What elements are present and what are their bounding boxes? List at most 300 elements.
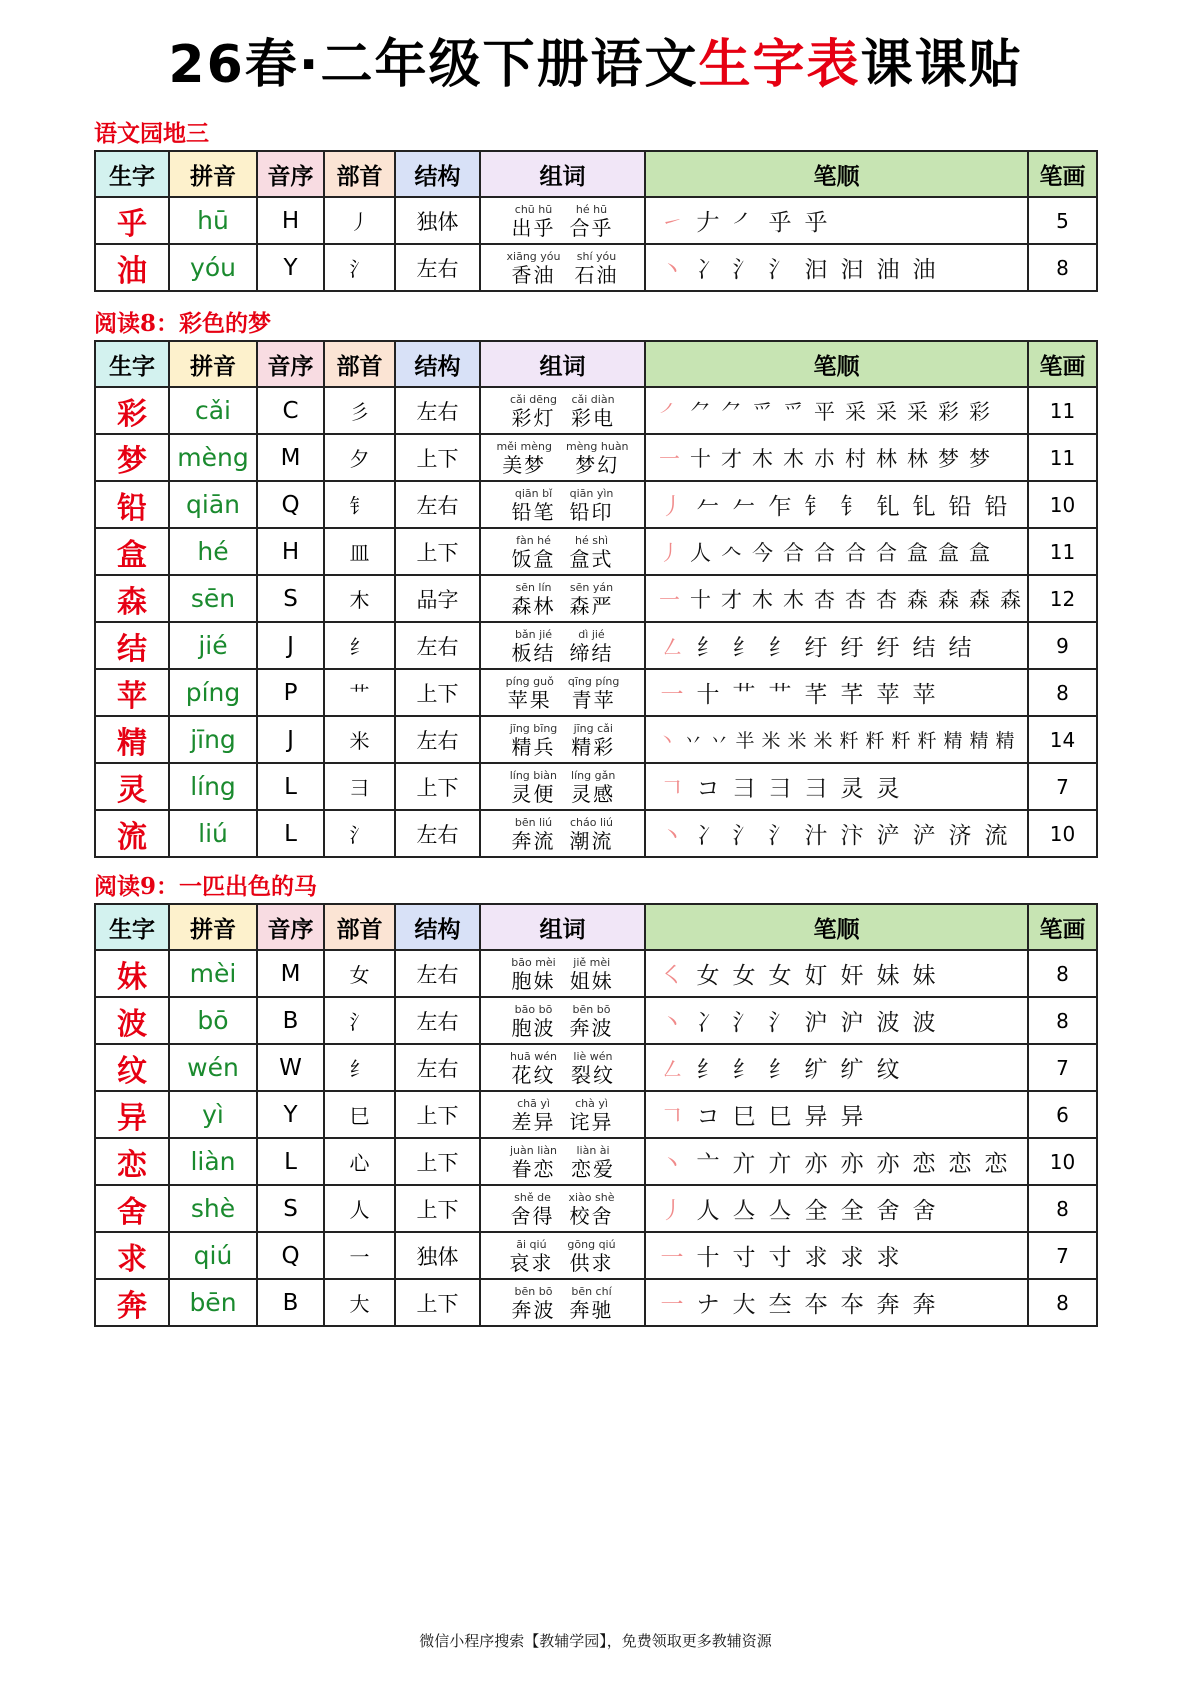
words-cell bbox=[480, 1232, 645, 1279]
character-cell: 波 bbox=[95, 997, 169, 1044]
stroke-step: 人 bbox=[690, 540, 711, 565]
word-item bbox=[566, 441, 629, 475]
column-header-words: 组词 bbox=[480, 904, 645, 950]
order-letter-cell: P bbox=[257, 669, 324, 716]
stroke-step: 合 bbox=[845, 540, 866, 565]
stroke-step: 村 bbox=[845, 446, 866, 471]
words-cell bbox=[480, 810, 645, 857]
word-hanzi: 眷恋 bbox=[511, 1156, 556, 1181]
structure-cell: 左右 bbox=[395, 244, 480, 291]
stroke-count-cell: 11 bbox=[1028, 528, 1097, 575]
stroke-step: 寸 bbox=[768, 1245, 792, 1271]
word-pinyin: bāo mèi bbox=[511, 955, 556, 969]
character-cell: 舍 bbox=[95, 1185, 169, 1232]
stroke-step: 冫 bbox=[696, 1010, 720, 1036]
word-hanzi: 彩灯 bbox=[511, 405, 556, 430]
stroke-step: 一 bbox=[659, 446, 680, 471]
stroke-step: 森 bbox=[938, 587, 959, 612]
stroke-step: 汩 bbox=[840, 257, 864, 283]
word-hanzi: 潮流 bbox=[569, 828, 614, 853]
radical-cell: 丿 bbox=[324, 197, 395, 244]
word-pinyin: píng guǒ bbox=[505, 674, 554, 688]
word-hanzi: 石油 bbox=[574, 262, 619, 287]
word-hanzi: 灵感 bbox=[571, 781, 616, 806]
stroke-step: 铅 bbox=[984, 494, 1008, 520]
word-hanzi: 供求 bbox=[569, 1250, 614, 1275]
character-cell: 森 bbox=[95, 575, 169, 622]
pinyin-cell: sēn bbox=[169, 575, 257, 622]
word-pinyin: āi qiú bbox=[516, 1237, 547, 1251]
word-pinyin: shí yóu bbox=[576, 249, 617, 263]
stroke-step: 彩 bbox=[938, 399, 959, 424]
pinyin-cell: yóu bbox=[169, 244, 257, 291]
word-hanzi: 森林 bbox=[511, 593, 556, 618]
words-cell bbox=[480, 763, 645, 810]
word-hanzi: 缔结 bbox=[569, 640, 614, 665]
stroke-step: 亠 bbox=[696, 1151, 720, 1177]
radical-cell: 艹 bbox=[324, 669, 395, 716]
radical-cell: 氵 bbox=[324, 997, 395, 1044]
stroke-order-cell bbox=[645, 528, 1028, 575]
stroke-step: 丿 bbox=[660, 494, 684, 520]
word-item bbox=[510, 1192, 554, 1226]
stroke-step: 灵 bbox=[876, 776, 900, 802]
stroke-step: 妹 bbox=[912, 963, 936, 989]
column-header-stroke-order: 笔顺 bbox=[645, 341, 1028, 387]
word-item bbox=[570, 1286, 614, 1320]
stroke-order-cell bbox=[645, 622, 1028, 669]
radical-cell: 氵 bbox=[324, 244, 395, 291]
column-header-pinyin: 拼音 bbox=[169, 341, 257, 387]
stroke-step: 精 bbox=[943, 730, 963, 752]
stroke-step: 杏 bbox=[876, 587, 897, 612]
word-pinyin: chà yì bbox=[575, 1096, 608, 1110]
stroke-step: 丿 bbox=[660, 1198, 684, 1224]
stroke-step: ⺈ bbox=[721, 399, 742, 424]
stroke-step: 钆 bbox=[876, 494, 900, 520]
stroke-step: 寸 bbox=[732, 1245, 756, 1271]
title-highlight: 生字表 bbox=[698, 35, 861, 95]
stroke-step: 纩 bbox=[840, 1057, 864, 1083]
word-hanzi: 饭盒 bbox=[511, 546, 556, 571]
character-cell: 梦 bbox=[95, 434, 169, 481]
stroke-step: 纹 bbox=[876, 1057, 900, 1083]
word-pinyin: cǎi dēng bbox=[509, 392, 558, 406]
stroke-step: 氵 bbox=[732, 1010, 756, 1036]
word-pinyin: qiān yìn bbox=[569, 486, 614, 500]
title-suffix: 课课贴 bbox=[860, 35, 1023, 95]
stroke-step: コ bbox=[696, 1104, 720, 1130]
stroke-step: 奔 bbox=[876, 1292, 900, 1318]
table-row bbox=[95, 1091, 1097, 1138]
stroke-order-cell bbox=[645, 197, 1028, 244]
stroke-step: 十 bbox=[696, 682, 720, 708]
words-cell bbox=[480, 197, 645, 244]
stroke-order-cell bbox=[645, 1185, 1028, 1232]
words-cell bbox=[480, 622, 645, 669]
order-letter-cell: B bbox=[257, 997, 324, 1044]
words-cell bbox=[480, 434, 645, 481]
stroke-order-cell bbox=[645, 763, 1028, 810]
word-pinyin: sēn yán bbox=[569, 580, 614, 594]
word-item bbox=[571, 723, 615, 757]
table-row bbox=[95, 669, 1097, 716]
word-hanzi: 出乎 bbox=[511, 215, 556, 240]
stroke-step: ナ bbox=[696, 1292, 720, 1318]
stroke-count-cell: 9 bbox=[1028, 622, 1097, 669]
stroke-step: 合 bbox=[783, 540, 804, 565]
structure-cell: 品字 bbox=[395, 575, 480, 622]
stroke-step: 十 bbox=[696, 1245, 720, 1271]
section-title: 阅读8：彩色的梦 bbox=[94, 310, 272, 337]
stroke-step: 钅 bbox=[804, 494, 828, 520]
word-pinyin: qiān bǐ bbox=[514, 486, 553, 500]
word-item bbox=[512, 488, 556, 522]
stroke-step: 今 bbox=[752, 540, 773, 565]
structure-cell: 独体 bbox=[395, 1232, 480, 1279]
words-cell bbox=[480, 716, 645, 763]
stroke-step: 纡 bbox=[804, 635, 828, 661]
table-row bbox=[95, 950, 1097, 997]
radical-cell: 大 bbox=[324, 1279, 395, 1326]
stroke-step: 结 bbox=[948, 635, 972, 661]
table-row bbox=[95, 387, 1097, 434]
word-hanzi: 裂纹 bbox=[570, 1062, 615, 1087]
radical-cell: 夕 bbox=[324, 434, 395, 481]
stroke-step: 丶 bbox=[660, 823, 684, 849]
radical-cell: 木 bbox=[324, 575, 395, 622]
stroke-step: 森 bbox=[907, 587, 928, 612]
stroke-step: 丷 bbox=[709, 730, 729, 752]
word-hanzi: 苹果 bbox=[507, 687, 552, 712]
order-letter-cell: Q bbox=[257, 481, 324, 528]
stroke-step: 纩 bbox=[804, 1057, 828, 1083]
pinyin-cell: cǎi bbox=[169, 387, 257, 434]
word-pinyin: huā wén bbox=[510, 1049, 557, 1063]
word-item bbox=[512, 1286, 556, 1320]
stroke-step: 舍 bbox=[876, 1198, 900, 1224]
stroke-step: 油 bbox=[912, 257, 936, 283]
pinyin-cell: wén bbox=[169, 1044, 257, 1091]
stroke-step: 沪 bbox=[804, 1010, 828, 1036]
stroke-step: 乎 bbox=[804, 210, 828, 236]
stroke-step: 灵 bbox=[840, 776, 864, 802]
stroke-step: 杏 bbox=[814, 587, 835, 612]
word-item bbox=[568, 1192, 614, 1226]
stroke-count-cell: 8 bbox=[1028, 244, 1097, 291]
character-cell: 结 bbox=[95, 622, 169, 669]
pinyin-cell: jīng bbox=[169, 716, 257, 763]
stroke-step: 彐 bbox=[768, 776, 792, 802]
radical-cell: 人 bbox=[324, 1185, 395, 1232]
column-header-stroke-count: 笔画 bbox=[1028, 341, 1097, 387]
structure-cell: 左右 bbox=[395, 387, 480, 434]
stroke-step: 才 bbox=[721, 587, 742, 612]
word-item bbox=[510, 1051, 557, 1085]
column-header-order: 音序 bbox=[257, 341, 324, 387]
table-row bbox=[95, 1279, 1097, 1326]
stroke-order-cell bbox=[645, 1232, 1028, 1279]
table-header-row bbox=[95, 904, 1097, 950]
words-cell bbox=[480, 244, 645, 291]
stroke-step: 亦 bbox=[876, 1151, 900, 1177]
stroke-step: 亦 bbox=[840, 1151, 864, 1177]
word-pinyin: hé shì bbox=[575, 533, 608, 547]
words-cell bbox=[480, 528, 645, 575]
word-hanzi: 胞波 bbox=[511, 1015, 556, 1040]
character-cell: 异 bbox=[95, 1091, 169, 1138]
table-row bbox=[95, 622, 1097, 669]
stroke-step: 纡 bbox=[876, 635, 900, 661]
stroke-step: 纟 bbox=[732, 635, 756, 661]
structure-cell: 左右 bbox=[395, 810, 480, 857]
stroke-step: 氵 bbox=[732, 823, 756, 849]
column-header-pinyin: 拼音 bbox=[169, 151, 257, 197]
stroke-step: 半 bbox=[735, 730, 755, 752]
section-title: 语文园地三 bbox=[94, 120, 209, 147]
word-pinyin: xiāng yóu bbox=[506, 249, 561, 263]
structure-cell: 上下 bbox=[395, 1185, 480, 1232]
stroke-step: 浐 bbox=[912, 823, 936, 849]
stroke-step: 𠂉 bbox=[696, 494, 720, 520]
stroke-step: 林 bbox=[876, 446, 897, 471]
stroke-step: 木 bbox=[752, 587, 773, 612]
word-item bbox=[512, 817, 556, 851]
character-table bbox=[94, 150, 1098, 292]
character-table bbox=[94, 903, 1098, 1327]
stroke-step: 汩 bbox=[804, 257, 828, 283]
word-hanzi: 奔驰 bbox=[569, 1297, 614, 1322]
character-cell: 流 bbox=[95, 810, 169, 857]
word-pinyin: sēn lín bbox=[515, 580, 552, 594]
word-pinyin: chū hū bbox=[514, 202, 553, 216]
word-item bbox=[570, 957, 614, 991]
word-hanzi: 校舍 bbox=[569, 1203, 614, 1228]
table-header-row bbox=[95, 151, 1097, 197]
column-header-structure: 结构 bbox=[395, 904, 480, 950]
structure-cell: 上下 bbox=[395, 763, 480, 810]
table-row bbox=[95, 434, 1097, 481]
stroke-step: 油 bbox=[876, 257, 900, 283]
character-cell: 乎 bbox=[95, 197, 169, 244]
word-pinyin: bēn bō bbox=[514, 1284, 553, 1298]
word-hanzi: 铅印 bbox=[569, 499, 614, 524]
stroke-step: 波 bbox=[912, 1010, 936, 1036]
stroke-step: 彩 bbox=[969, 399, 990, 424]
stroke-order-cell bbox=[645, 575, 1028, 622]
word-hanzi: 哀求 bbox=[509, 1250, 554, 1275]
column-header-radical: 部首 bbox=[324, 341, 395, 387]
stroke-count-cell: 5 bbox=[1028, 197, 1097, 244]
table-row bbox=[95, 763, 1097, 810]
order-letter-cell: S bbox=[257, 575, 324, 622]
stroke-step: 汴 bbox=[840, 823, 864, 849]
structure-cell: 上下 bbox=[395, 434, 480, 481]
column-header-char: 生字 bbox=[95, 904, 169, 950]
stroke-step: 流 bbox=[984, 823, 1008, 849]
word-pinyin: jīng cǎi bbox=[573, 721, 613, 735]
stroke-step: 亣 bbox=[768, 1151, 792, 1177]
stroke-count-cell: 7 bbox=[1028, 763, 1097, 810]
word-pinyin: jīng bīng bbox=[509, 721, 558, 735]
pinyin-cell: píng bbox=[169, 669, 257, 716]
words-cell bbox=[480, 950, 645, 997]
column-header-char: 生字 bbox=[95, 151, 169, 197]
stroke-step: 丶 bbox=[660, 257, 684, 283]
words-cell bbox=[480, 1185, 645, 1232]
stroke-step: 女 bbox=[768, 963, 792, 989]
column-header-words: 组词 bbox=[480, 341, 645, 387]
order-letter-cell: L bbox=[257, 1138, 324, 1185]
words-cell bbox=[480, 1138, 645, 1185]
page-title bbox=[0, 30, 1191, 100]
stroke-step: 钆 bbox=[912, 494, 936, 520]
stroke-count-cell: 8 bbox=[1028, 669, 1097, 716]
word-item bbox=[512, 582, 556, 616]
radical-cell: 彡 bbox=[324, 387, 395, 434]
structure-cell: 上下 bbox=[395, 1279, 480, 1326]
column-header-words: 组词 bbox=[480, 151, 645, 197]
order-letter-cell: C bbox=[257, 387, 324, 434]
word-pinyin: qīng píng bbox=[567, 674, 620, 688]
structure-cell: 左右 bbox=[395, 1044, 480, 1091]
word-hanzi: 恋爱 bbox=[571, 1156, 616, 1181]
stroke-step: 彐 bbox=[732, 776, 756, 802]
word-pinyin: jiě mèi bbox=[573, 955, 611, 969]
pinyin-cell: liú bbox=[169, 810, 257, 857]
stroke-count-cell: 8 bbox=[1028, 950, 1097, 997]
stroke-order-cell bbox=[645, 387, 1028, 434]
pinyin-cell: yì bbox=[169, 1091, 257, 1138]
stroke-step: 妹 bbox=[876, 963, 900, 989]
stroke-step: ㇀ bbox=[660, 210, 684, 236]
stroke-step: 十 bbox=[690, 446, 711, 471]
table-header-row bbox=[95, 341, 1097, 387]
character-cell: 妹 bbox=[95, 950, 169, 997]
order-letter-cell: H bbox=[257, 197, 324, 244]
stroke-step: 米 bbox=[787, 730, 807, 752]
title-prefix: 26春·二年级下册语文 bbox=[168, 35, 699, 95]
word-item bbox=[567, 1239, 615, 1273]
stroke-step: 𠃍 bbox=[660, 776, 684, 802]
stroke-step: 苹 bbox=[912, 682, 936, 708]
table-row bbox=[95, 1232, 1097, 1279]
stroke-step: 氵 bbox=[768, 823, 792, 849]
stroke-step: 巳 bbox=[768, 1104, 792, 1130]
radical-cell: 钅 bbox=[324, 481, 395, 528]
order-letter-cell: W bbox=[257, 1044, 324, 1091]
character-cell: 奔 bbox=[95, 1279, 169, 1326]
stroke-step: 爫 bbox=[783, 399, 804, 424]
table-row bbox=[95, 197, 1097, 244]
table-row bbox=[95, 481, 1097, 528]
column-header-structure: 结构 bbox=[395, 151, 480, 197]
word-item bbox=[571, 1145, 615, 1179]
word-item bbox=[512, 1004, 556, 1038]
stroke-order-cell bbox=[645, 244, 1028, 291]
stroke-step: 异 bbox=[840, 1104, 864, 1130]
stroke-count-cell: 10 bbox=[1028, 810, 1097, 857]
word-pinyin: xiào shè bbox=[568, 1190, 615, 1204]
stroke-step: ㇒ bbox=[732, 210, 756, 236]
order-letter-cell: B bbox=[257, 1279, 324, 1326]
stroke-step: 乎 bbox=[768, 210, 792, 236]
stroke-step: 丶 bbox=[660, 1010, 684, 1036]
word-hanzi: 姐妹 bbox=[569, 968, 614, 993]
word-pinyin: cǎi diàn bbox=[571, 392, 615, 406]
column-header-order: 音序 bbox=[257, 151, 324, 197]
pinyin-cell: qiú bbox=[169, 1232, 257, 1279]
stroke-step: 夲 bbox=[840, 1292, 864, 1318]
stroke-step: 恋 bbox=[912, 1151, 936, 1177]
character-table bbox=[94, 340, 1098, 858]
order-letter-cell: H bbox=[257, 528, 324, 575]
word-item bbox=[571, 1051, 615, 1085]
word-item bbox=[507, 251, 561, 285]
stroke-step: 粁 bbox=[865, 730, 885, 752]
stroke-step: 𠂇 bbox=[696, 210, 720, 236]
table-row bbox=[95, 997, 1097, 1044]
stroke-step: 精 bbox=[969, 730, 989, 752]
stroke-step: 米 bbox=[761, 730, 781, 752]
word-hanzi: 诧异 bbox=[569, 1109, 614, 1134]
pinyin-cell: jié bbox=[169, 622, 257, 669]
stroke-step: 一 bbox=[660, 1245, 684, 1271]
structure-cell: 独体 bbox=[395, 197, 480, 244]
table-row bbox=[95, 1185, 1097, 1232]
stroke-step: 木 bbox=[783, 446, 804, 471]
stroke-count-cell: 11 bbox=[1028, 387, 1097, 434]
pinyin-cell: mèi bbox=[169, 950, 257, 997]
stroke-count-cell: 12 bbox=[1028, 575, 1097, 622]
stroke-step: 氵 bbox=[732, 257, 756, 283]
stroke-step: 纟 bbox=[768, 635, 792, 661]
order-letter-cell: L bbox=[257, 763, 324, 810]
stroke-order-cell bbox=[645, 1091, 1028, 1138]
word-item bbox=[506, 676, 554, 710]
pinyin-cell: hé bbox=[169, 528, 257, 575]
stroke-step: 纟 bbox=[732, 1057, 756, 1083]
order-letter-cell: M bbox=[257, 434, 324, 481]
stroke-step: 苹 bbox=[876, 682, 900, 708]
stroke-step: 亼 bbox=[732, 1198, 756, 1224]
words-cell bbox=[480, 387, 645, 434]
words-cell bbox=[480, 1279, 645, 1326]
radical-cell: 皿 bbox=[324, 528, 395, 575]
order-letter-cell: Y bbox=[257, 244, 324, 291]
stroke-step: 木 bbox=[752, 446, 773, 471]
stroke-order-cell bbox=[645, 716, 1028, 763]
order-letter-cell: M bbox=[257, 950, 324, 997]
pinyin-cell: mèng bbox=[169, 434, 257, 481]
word-item bbox=[510, 1145, 557, 1179]
word-pinyin: chā yì bbox=[517, 1096, 550, 1110]
stroke-step: 合 bbox=[814, 540, 835, 565]
word-hanzi: 青苹 bbox=[571, 687, 616, 712]
structure-cell: 左右 bbox=[395, 622, 480, 669]
word-pinyin: fàn hé bbox=[516, 533, 551, 547]
stroke-order-cell bbox=[645, 1044, 1028, 1091]
word-item bbox=[574, 251, 618, 285]
word-pinyin: cháo liú bbox=[569, 815, 614, 829]
stroke-count-cell: 11 bbox=[1028, 434, 1097, 481]
word-pinyin: juàn liàn bbox=[509, 1143, 558, 1157]
word-hanzi: 合乎 bbox=[569, 215, 614, 240]
stroke-step: 杏 bbox=[845, 587, 866, 612]
stroke-step: 才 bbox=[721, 446, 742, 471]
stroke-step: 人 bbox=[696, 1198, 720, 1224]
stroke-step: 全 bbox=[840, 1198, 864, 1224]
